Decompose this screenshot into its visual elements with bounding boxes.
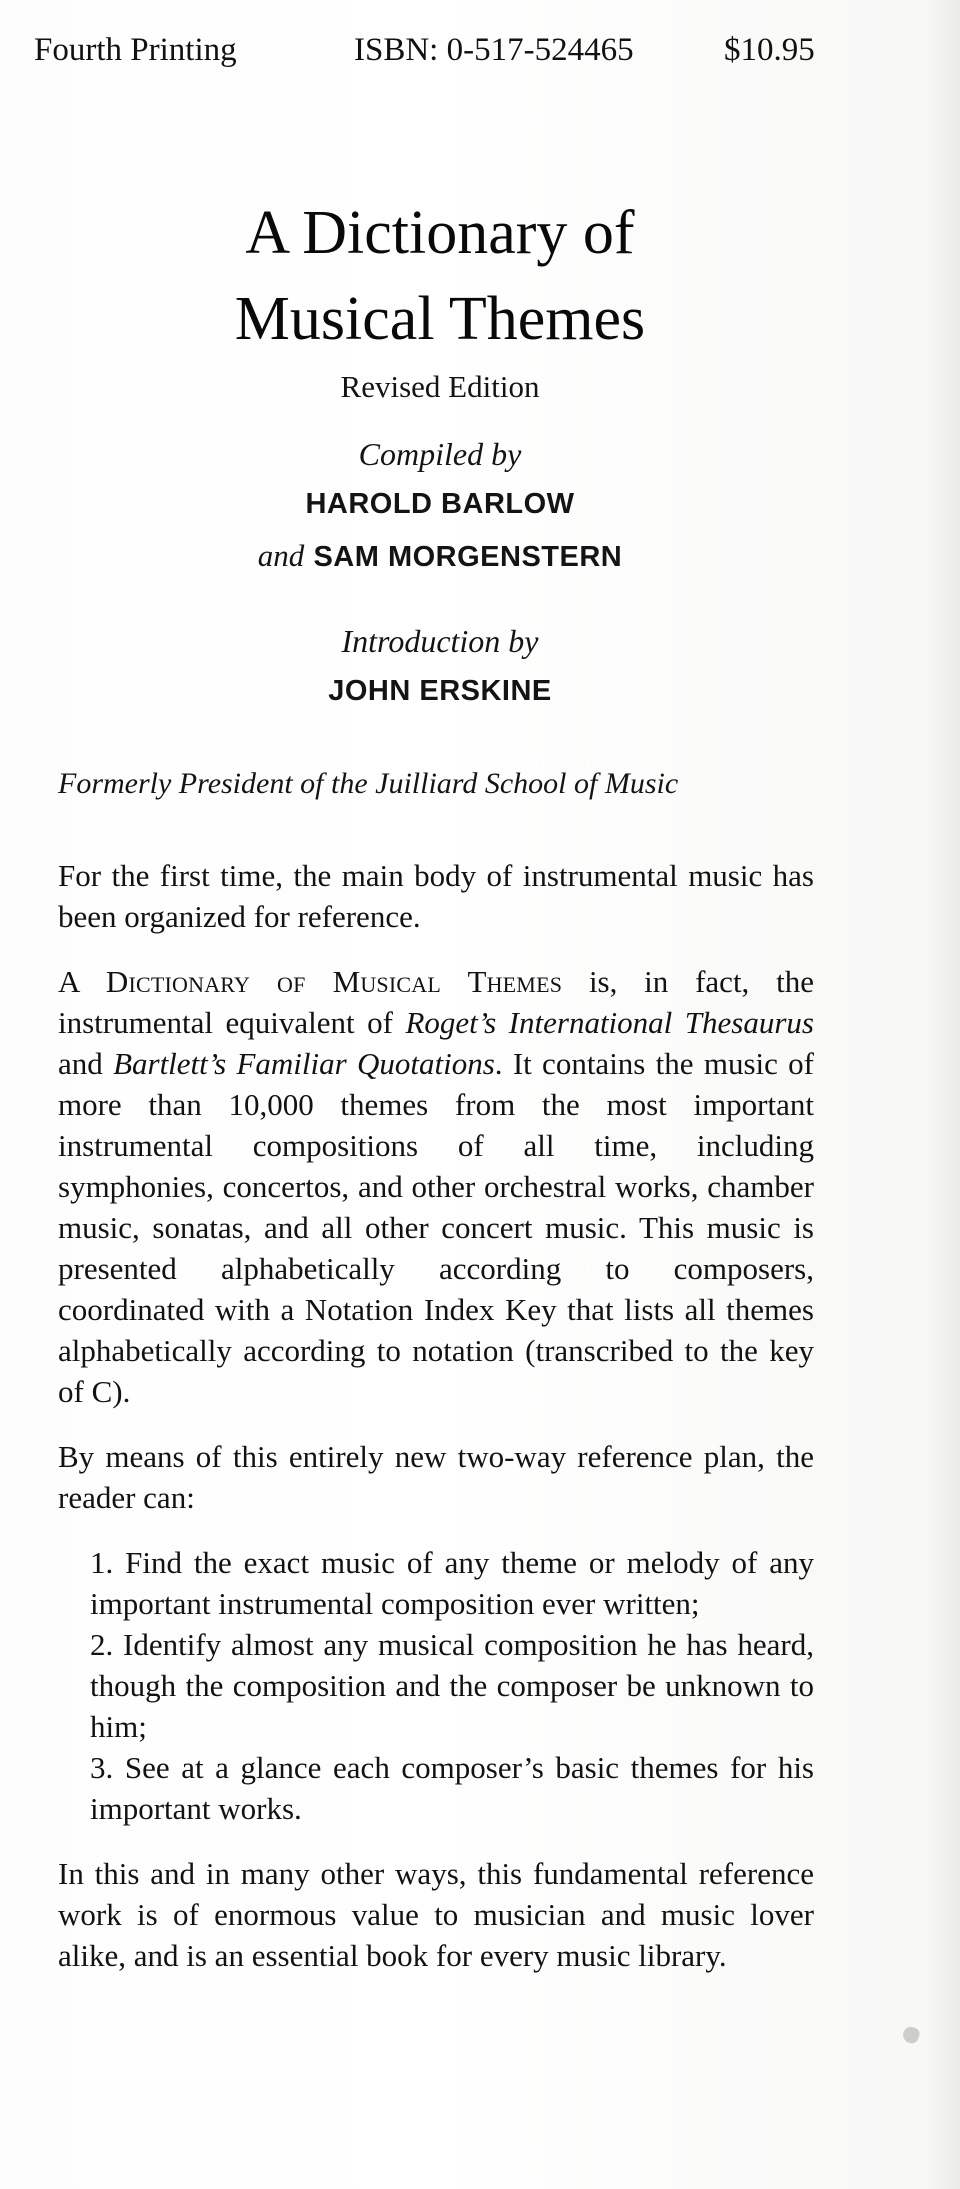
bartletts-quotations-title: Bartlett’s Familiar Quotations [113,1046,495,1081]
paragraph-2-text-a: is, in fact, the instrumental equivalent of [58,964,814,1040]
book-title-line-1: A Dictionary of [245,199,635,267]
introducer-name: JOHN ERSKINE [328,675,552,707]
printing-info-header [34,28,834,72]
reader-benefits-list [90,1542,814,1829]
rogets-thesaurus-title: Roget’s International Thesaurus [405,1005,814,1040]
list-item: 2. Identify almost any musical composition he has heard, though the composition and the composer be unknown to him; [90,1627,814,1744]
book-title [0,190,880,362]
isbn-label: ISBN: 0-517-524465 [354,32,634,68]
compiler-name-1: HAROLD BARLOW [305,488,575,520]
title-and-credits [0,190,880,717]
paragraph-2 [58,961,814,1412]
paper-mark [901,2025,922,2046]
introduction-by-label: Introduction by [341,623,539,659]
list-item: 3. See at a glance each composer’s basic themes for his important works. [90,1750,814,1826]
description-text [58,855,814,2000]
paragraph-4: In this and in many other ways, this fundamental reference work is of enormous value to musician and music lover alike, and is an essential book for every music library. [58,1856,814,1973]
price-label: $10.95 [724,32,815,68]
page-edge-shadow [926,0,960,2189]
paragraph-2-text-b: and [58,1046,114,1081]
edition-label: Revised Edition [340,369,540,404]
book-title-smallcaps: A Dictionary of Musical Themes [58,964,563,999]
printing-label: Fourth Printing [34,32,237,68]
paragraph-2-text-c: . It contains the music of more than 10,000 themes from the most important instrumental compositions of all time, including symphonies, concertos, and other orchestral works, chamber music, sonatas, and all other concert music. This music is presented alphabetically according to composers, coordinated with a Notation Index Key that lists all themes alphabetically according to notation (transcribed to the key of C). [58,1046,814,1409]
and-word: and [257,538,305,573]
paragraph-1: For the first time, the main body of instrumental music has been organized for reference. [58,858,814,934]
compiled-by-label: Compiled by [358,436,522,472]
second-compiler-line [0,530,880,583]
book-title-line-2: Musical Themes [234,285,646,353]
paragraph-3: By means of this entirely new two-way reference plan, the reader can: [58,1439,814,1515]
introducer-affiliation: Formerly President of the Juilliard School of Music [58,767,679,800]
compiler-name-2: SAM MORGENSTERN [313,541,623,573]
list-item: 1. Find the exact music of any theme or melody of any important instrumental composition ever written; [90,1545,814,1621]
